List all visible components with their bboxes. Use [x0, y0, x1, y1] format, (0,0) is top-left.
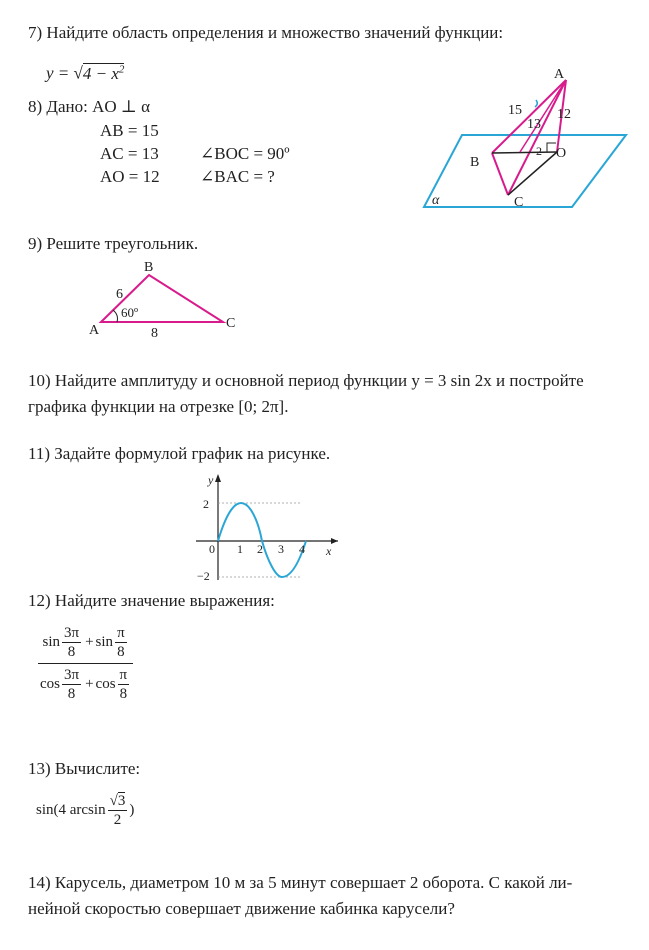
frac-3pi-8-a: $\frac{3\pi}{8}$ — [64, 625, 80, 660]
label-angle-60: 60º — [121, 305, 139, 320]
given-boc: ∠BOC = 90º — [200, 144, 290, 163]
angle-arc — [535, 100, 537, 107]
edge-ac — [508, 80, 566, 195]
edge-bo — [492, 152, 557, 153]
edge-oc — [508, 152, 557, 195]
problem-14-line2: нейной скоростью совершает движение кабинка карусели? — [28, 899, 455, 918]
problem-12-text: 12) Найдите значение выражения: — [28, 591, 275, 610]
expr-numerator — [38, 624, 132, 664]
right-angle-mark — [547, 143, 556, 152]
problem-7-text: 7) Найдите область определения и множество значений функции: — [28, 23, 504, 42]
plane-alpha — [424, 135, 626, 207]
expr-sin-arcsin: sin(4 arcsin — [36, 802, 106, 818]
label-b: B — [470, 155, 480, 170]
problem-14-line1: 14) Карусель, диаметром 10 м за 5 минут совершает 2 оборота. С какой ли- — [28, 873, 573, 892]
frac-3pi-8-b: $\frac{3\pi}{8}$ — [64, 667, 80, 702]
formula-radicand: $4 - x^2$ — [82, 63, 125, 83]
label-side-6: 6 — [116, 287, 123, 302]
sine-graph — [192, 470, 342, 582]
label-alpha: α — [432, 193, 440, 208]
plus-1: + — [85, 634, 94, 650]
label-side-8: 8 — [151, 326, 158, 340]
fn-sin-2: sin — [95, 634, 114, 650]
frac-sqrt3-2: $\frac{√3}{2}$ — [109, 793, 126, 828]
label-13: 13 — [527, 117, 541, 132]
frac-pi-8-a: $\frac{\pi}{8}$ — [117, 625, 125, 660]
problem-10-line2: графика функции на отрезке [0; 2π]. — [28, 397, 289, 416]
angle-a-arc — [113, 310, 118, 322]
expr-close-paren: ) — [129, 802, 135, 818]
problem-11-text: 11) Задайте формулой график на рисунке. — [28, 444, 331, 463]
fn-sin-1: sin — [42, 634, 60, 650]
frac-pi-8-b: $\frac{\pi}{8}$ — [119, 667, 128, 702]
label-angle-2: 2 — [536, 144, 542, 158]
problem-12-expression — [36, 624, 135, 703]
sqrt-sign-icon: √ — [73, 63, 83, 83]
given-ao: AO = 12 — [100, 167, 160, 186]
edge-bc — [492, 153, 508, 195]
label-tri-b: B — [144, 260, 154, 275]
label-o: O — [556, 146, 567, 161]
x-tick-3: 3 — [278, 542, 284, 556]
x-axis-label: x — [326, 544, 332, 558]
y-tick-minus2: −2 — [197, 569, 210, 582]
sine-curve — [218, 503, 306, 577]
pyramid-figure — [420, 60, 630, 210]
problem-8-label: 8) Дано: AO ⊥ α — [28, 97, 151, 116]
given-bac: ∠BAC = ? — [200, 167, 275, 186]
y-axis-label: y — [208, 473, 214, 487]
label-c: C — [514, 195, 524, 210]
problem-7-formula — [46, 58, 124, 85]
triangle-figure — [85, 258, 245, 340]
formula-left: y = — [46, 63, 74, 83]
formula-exponent: 2 — [118, 63, 125, 75]
problem-9-text: 9) Решите треугольник. — [28, 234, 199, 253]
label-tri-c: C — [226, 316, 236, 331]
label-a: A — [554, 67, 565, 82]
label-12: 12 — [557, 107, 571, 122]
given-ab: AB = 15 — [100, 121, 159, 140]
problem-13-expression — [36, 792, 134, 829]
plus-2: + — [85, 676, 94, 692]
problem-10-line1: 10) Найдите амплитуду и основной период функции y = 3 sin 2x и постройте — [28, 371, 584, 390]
x-tick-4: 4 — [299, 542, 305, 556]
problem-13-text: 13) Вычислите: — [28, 759, 141, 778]
fn-cos-1: cos — [40, 676, 60, 692]
x-tick-2: 2 — [257, 542, 263, 556]
y-tick-2: 2 — [203, 497, 209, 511]
x-tick-0: 0 — [209, 542, 215, 556]
y-axis-arrow-icon — [215, 474, 221, 482]
x-axis-arrow-icon — [331, 538, 338, 544]
label-tri-a: A — [89, 323, 100, 338]
label-15: 15 — [508, 103, 522, 118]
given-ac: AC = 13 — [100, 144, 159, 163]
expr-denominator — [36, 664, 135, 703]
fn-cos-2: cos — [95, 676, 116, 692]
sqrt-sign-icon-2: √ — [109, 793, 118, 809]
x-tick-1: 1 — [237, 542, 243, 556]
